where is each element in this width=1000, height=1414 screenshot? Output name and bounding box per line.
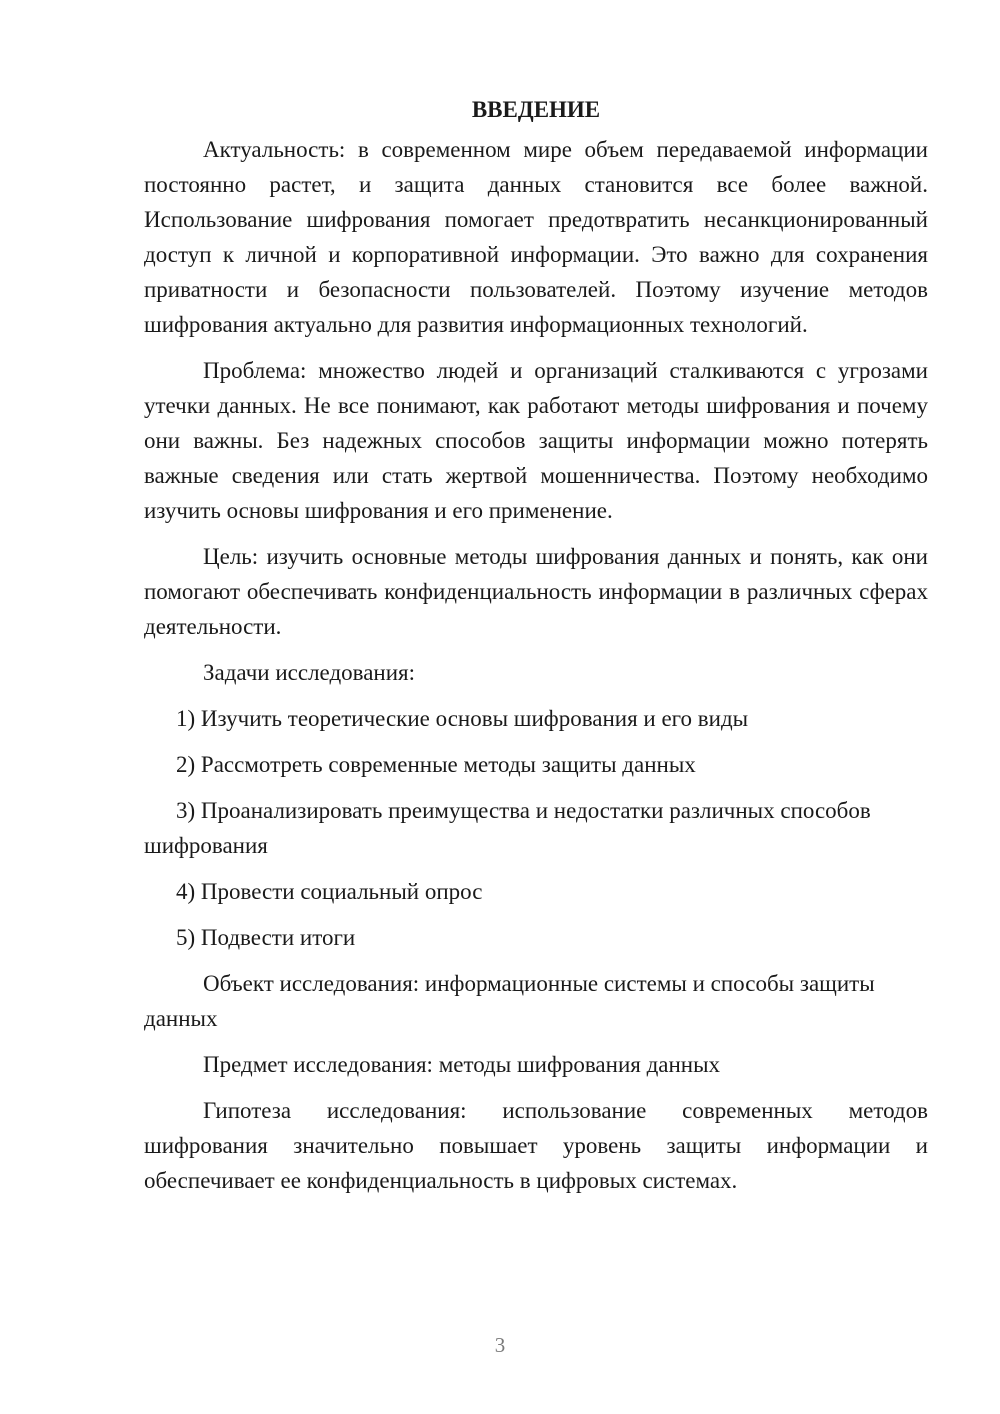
goal-paragraph: Цель: изучить основные методы шифрования данных и понять, как они помогают обеспечивать конфиденциальность информации в различных сферах деятельности. <box>144 544 928 639</box>
page-title: ВВЕДЕНИЕ <box>471 97 601 122</box>
hypothesis-paragraph: Гипотеза исследования: использование современных методов шифрования значительно повышает уровень защиты информации и обеспечивает ее конфиденциальность в цифровых системах. <box>144 1098 928 1193</box>
task-item-2: 2) Рассмотреть современные методы защиты данных <box>176 752 696 777</box>
task-item-4: 4) Провести социальный опрос <box>176 879 483 904</box>
relevance-paragraph: Актуальность: в современном мире объем передаваемой информации постоянно растет, и защита данных становится все более важной. Использование шифрования помогает предотвратить несанкционированный доступ к личной и корпоративной информации. Это важно для сохранения приватности и безопасности пользователей. Поэтому изучение методов шифрования актуально для развития информационных технологий. <box>144 137 928 337</box>
tasks-heading: Задачи исследования: <box>203 660 416 685</box>
task-item-5: 5) Подвести итоги <box>176 925 356 950</box>
object-paragraph: Объект исследования: информационные системы и способы защиты данных <box>144 971 875 1031</box>
page-number: 3 <box>494 1333 506 1357</box>
task-item-1: 1) Изучить теоретические основы шифрования и его виды <box>176 706 749 731</box>
document-page <box>144 92 928 1209</box>
problem-paragraph: Проблема: множество людей и организаций сталкиваются с угрозами утечки данных. Не все понимают, как работают методы шифрования и почему они важны. Без надежных способов защиты информации можно потерять важные сведения или стать жертвой мошенничества. Поэтому необходимо изучить основы шифрования и его применение. <box>144 358 928 523</box>
task-item-3: 3) Проанализировать преимущества и недостатки различных способов шифрования <box>144 798 871 858</box>
subject-paragraph: Предмет исследования: методы шифрования данных <box>203 1052 721 1077</box>
